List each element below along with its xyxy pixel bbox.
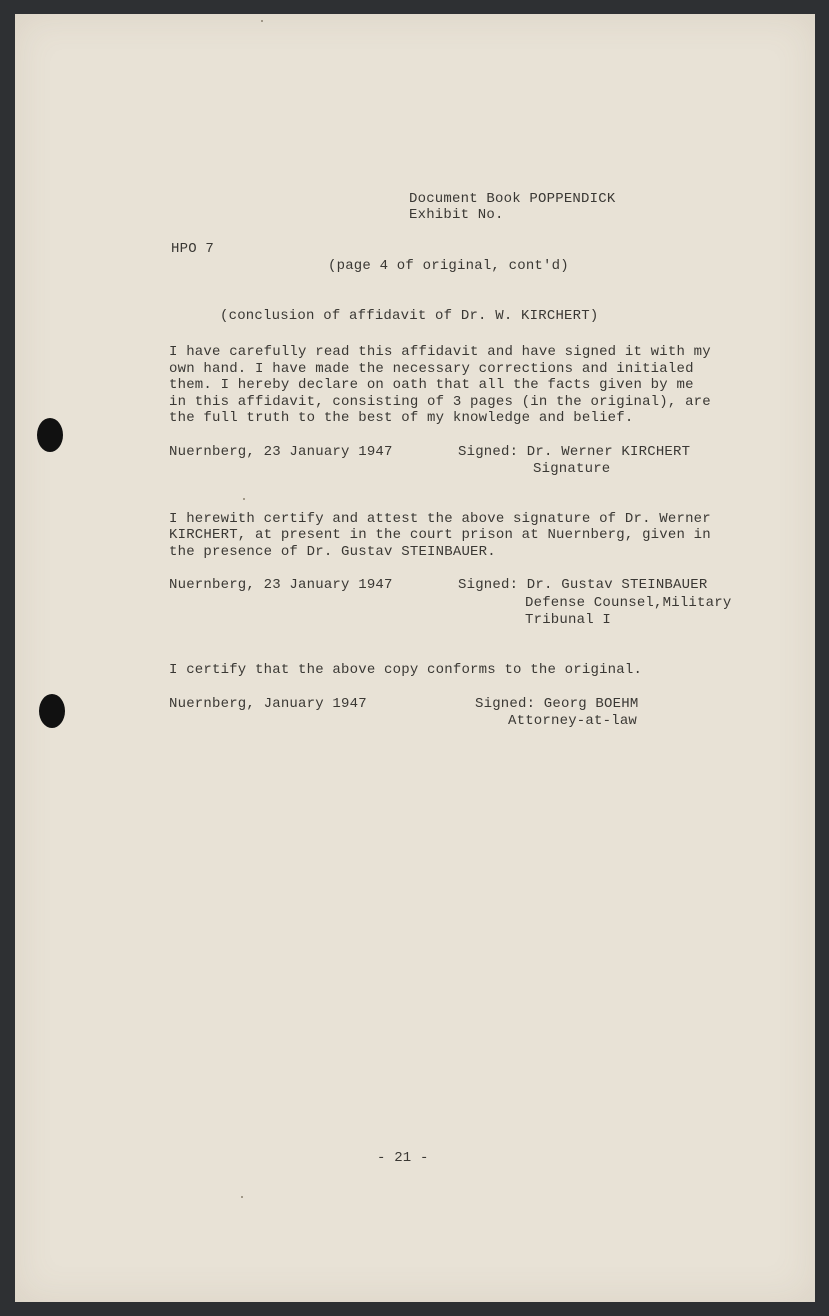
certify-line: the presence of Dr. Gustav STEINBAUER. xyxy=(169,544,496,560)
page-number: - 21 - xyxy=(377,1150,429,1166)
punch-hole-top xyxy=(37,418,63,452)
signature-2-signed: Signed: Dr. Gustav STEINBAUER xyxy=(458,577,708,593)
signature-1-place-date: Nuernberg, 23 January 1947 xyxy=(169,444,393,460)
signature-1-caption: Signature xyxy=(533,461,611,477)
punch-hole-bottom xyxy=(39,694,65,728)
signature-3-title: Attorney-at-law xyxy=(508,713,638,729)
page-note: (page 4 of original, cont'd) xyxy=(328,258,569,274)
exhibit-number-label: Exhibit No. xyxy=(409,207,504,223)
paper-speck xyxy=(261,20,263,22)
affidavit-line: them. I hereby declare on oath that all the facts given by me xyxy=(169,377,694,393)
reference-code: HPO 7 xyxy=(171,241,215,257)
paper-speck xyxy=(243,498,245,500)
signature-2-title-line-2: Tribunal I xyxy=(525,612,612,628)
signature-1-signed: Signed: Dr. Werner KIRCHERT xyxy=(458,444,691,460)
signature-3-place-date: Nuernberg, January 1947 xyxy=(169,696,367,712)
signature-2-title-line-1: Defense Counsel,Military xyxy=(525,595,732,611)
copy-statement: I certify that the above copy conforms to the original. xyxy=(169,662,643,678)
certify-line: KIRCHERT, at present in the court prison at Nuernberg, given in xyxy=(169,527,711,543)
document-page xyxy=(15,14,815,1302)
signature-3-signed: Signed: Georg BOEHM xyxy=(475,696,639,712)
affidavit-line: own hand. I have made the necessary corrections and initialed xyxy=(169,361,694,377)
affidavit-line: in this affidavit, consisting of 3 pages (in the original), are xyxy=(169,394,711,410)
conclusion-title: (conclusion of affidavit of Dr. W. KIRCHERT) xyxy=(220,308,599,324)
document-book-label: Document Book POPPENDICK xyxy=(409,191,616,207)
signature-2-place-date: Nuernberg, 23 January 1947 xyxy=(169,577,393,593)
certify-line: I herewith certify and attest the above signature of Dr. Werner xyxy=(169,511,711,527)
paper-speck xyxy=(241,1196,243,1198)
affidavit-line: the full truth to the best of my knowledge and belief. xyxy=(169,410,634,426)
affidavit-line: I have carefully read this affidavit and have signed it with my xyxy=(169,344,711,360)
